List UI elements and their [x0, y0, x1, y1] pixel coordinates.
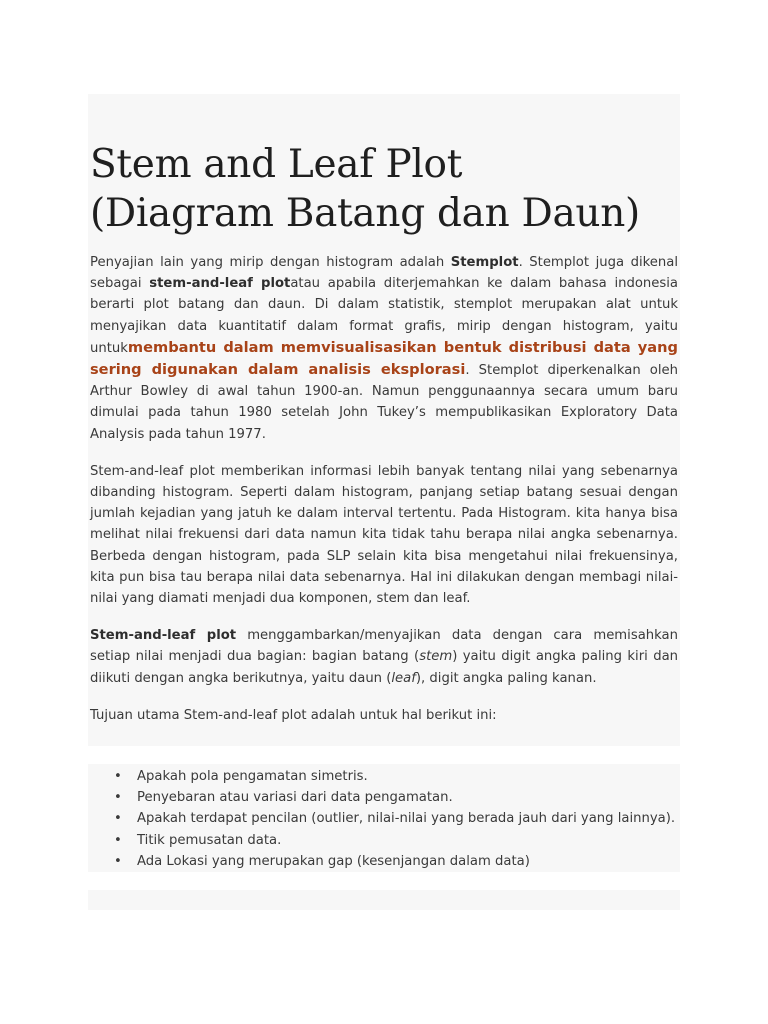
purpose-list — [90, 766, 678, 872]
list-item: • Ada Lokasi yang merupakan gap (kesenjangan dalam data) — [137, 851, 678, 872]
intro-highlight: membantu dalam memvisualisasikan bentuk distribusi data yang sering digunakan dalam analisis eksplorasi — [90, 338, 678, 379]
article-body — [90, 140, 678, 742]
definition-text-b: menggambarkan/menyajikan data dengan cara memisahkan setiap nilai menjadi dua bagian: bagian batang ( — [90, 628, 678, 665]
paragraph-definition — [90, 625, 678, 689]
page-title — [90, 140, 678, 238]
title-line-2: (Diagram Batang dan Daun) — [90, 191, 640, 236]
intro-text-e: atau apabila diterjemahkan ke dalam bahasa indonesia berarti plot batang dan daun. Di dalam statistik, stemplot merupakan alat untuk menyajikan data kuantitatif dalam format grafis, mirip dengan histogram, yaitu untuk — [90, 276, 679, 356]
paragraph-intro — [90, 252, 678, 445]
intro-text-a: Penyajian lain yang mirip dengan histogram adalah — [90, 255, 451, 270]
definition-text-d: ) yaitu digit angka paling kiri dan diikuti dengan angka berikutnya, yaitu daun ( — [90, 649, 679, 686]
paragraph-purpose: Tujuan utama Stem-and-leaf plot adalah untuk hal berikut ini: — [90, 707, 497, 723]
intro-text-c: . Stemplot juga dikenal sebagai — [90, 255, 678, 292]
title-line-1: Stem and Leaf Plot — [90, 142, 463, 187]
list-item: • Apakah terdapat pencilan (outlier, nilai-nilai yang berada jauh dari yang lainnya). — [137, 808, 678, 829]
definition-italic-stem: stem — [419, 649, 453, 665]
definition-text-f: ), digit angka paling kanan. — [415, 670, 597, 686]
purpose-list-wrapper — [90, 766, 678, 872]
list-item: • Titik pemusatan data. — [137, 830, 678, 851]
intro-text-g: . Stemplot diperkenalkan oleh Arthur Bowley di awal tahun 1900-an. Namun penggunaannya secara umum baru dimulai pada tahun 1980 setelah John Tukey’s mempublikasikan Exploratory Data Analysis pada tahun 1977. — [90, 363, 678, 442]
definition-bold: Stem-and-leaf plot — [90, 628, 237, 644]
list-item: • Apakah pola pengamatan simetris. — [137, 766, 678, 787]
list-item: • Penyebaran atau variasi dari data pengamatan. — [137, 787, 678, 808]
paragraph-comparison: Stem-and-leaf plot memberikan informasi lebih banyak tentang nilai yang sebenarnya dibanding histogram. Seperti dalam histogram, panjang setiap batang sesuai dengan jumlah kejadian yang jatuh ke dalam interval tertentu. Pada Histogram. kita hanya bisa melihat nilai frekuensi dari data namun kita tidak tahu berapa nilai angka sebenarnya. Berbeda dengan histogram, pada SLP selain kita bisa mengetahui nilai frekuensinya, kita pun bisa tau berapa nilai data sebenarnya. Hal ini dilakukan dengan membagi nilai-nilai yang diamati menjadi dua komponen, stem dan leaf. — [90, 463, 678, 607]
intro-bold-stemplot: Stemplot — [450, 255, 519, 270]
bottom-panel — [88, 890, 680, 910]
intro-bold-stem-and-leaf: stem-and-leaf plot — [149, 276, 291, 292]
definition-italic-leaf: leaf — [391, 670, 416, 686]
